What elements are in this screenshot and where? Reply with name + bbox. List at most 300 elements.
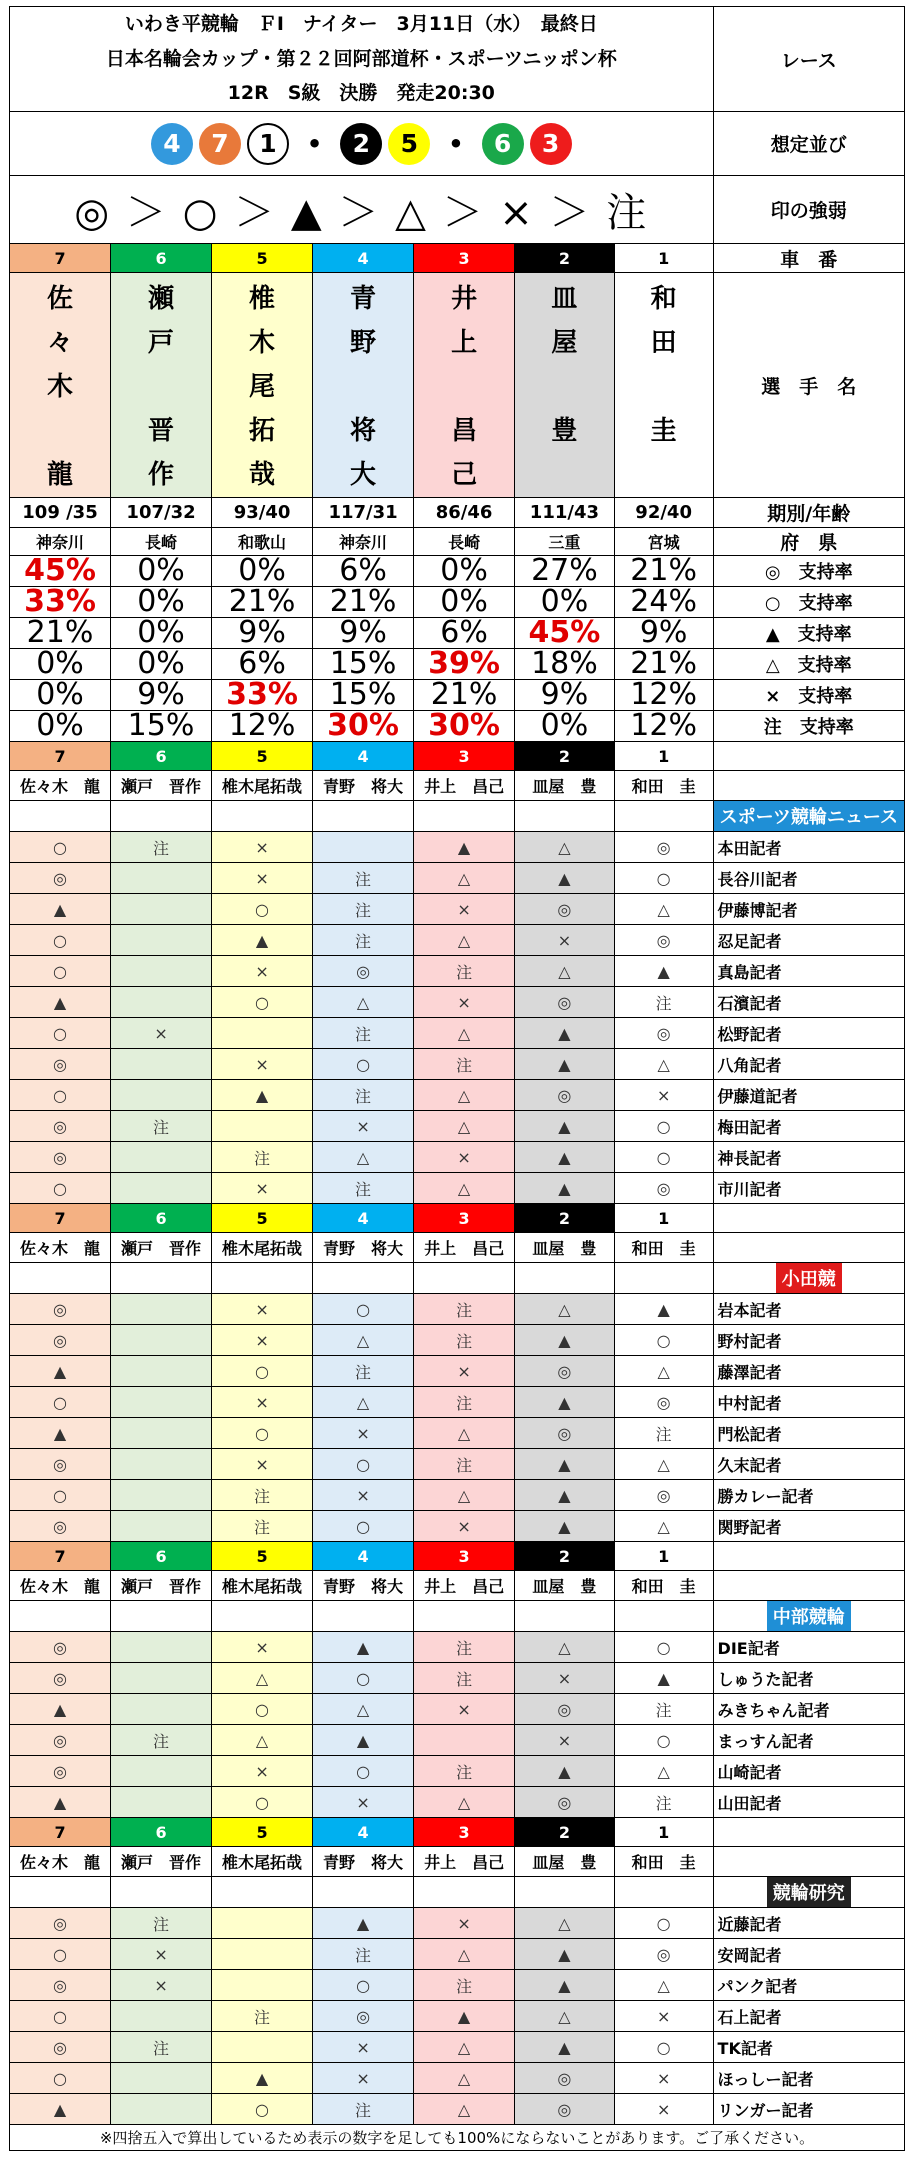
publisher-logo [713, 1601, 904, 1632]
prediction-mark: 注 [111, 1111, 212, 1142]
rider-name-char: 井 [451, 284, 478, 314]
reporter-name: 松野記者 [713, 1018, 904, 1049]
lineup-separator: • [306, 129, 323, 158]
section-rider-name: 井上 昌己 [414, 771, 515, 801]
prediction-mark: ▲ [515, 1387, 615, 1418]
rider-name-char: 豊 [551, 416, 578, 446]
prediction-mark: ◎ [10, 1511, 111, 1542]
reporter-name: みきちゃん記者 [713, 1694, 904, 1725]
support-rate: 45% [515, 618, 615, 649]
prediction-mark: ◎ [10, 1449, 111, 1480]
publisher-logo-text: 小田競 [776, 1263, 842, 1293]
reporter-name: 野村記者 [713, 1325, 904, 1356]
period-age-6: 107/32 [111, 498, 212, 528]
section-rider-name: 井上 昌己 [414, 1847, 515, 1877]
prediction-mark: × [313, 1787, 414, 1818]
prediction-mark: ▲ [212, 1080, 313, 1111]
prediction-mark: △ [212, 1725, 313, 1756]
section-blank [713, 771, 904, 801]
header-line1: いわき平競輪 ＦⅠ ナイター 3月11日（水） 最終日 [10, 7, 714, 42]
section-rider-name: 皿屋 豊 [515, 771, 615, 801]
prediction-mark [111, 2094, 212, 2125]
prediction-mark: 注 [414, 1325, 515, 1356]
section-rider-name: 瀬戸 晋作 [111, 1571, 212, 1601]
prefecture-4: 神奈川 [313, 528, 414, 556]
support-rate: 0% [10, 649, 111, 680]
support-rate: 0% [414, 556, 515, 587]
section-rider-name: 皿屋 豊 [515, 1571, 615, 1601]
publisher-logo [713, 801, 904, 832]
section-spacer [313, 1263, 414, 1294]
section-rider-name: 皿屋 豊 [515, 1847, 615, 1877]
prediction-mark [111, 1080, 212, 1111]
prediction-mark: ▲ [10, 2094, 111, 2125]
prediction-mark: ▲ [10, 987, 111, 1018]
section-car-car-7: 7 [10, 1204, 111, 1233]
prediction-mark [212, 2032, 313, 2063]
section-spacer [313, 801, 414, 832]
reporter-name: 安岡記者 [713, 1939, 904, 1970]
support-rate: 18% [515, 649, 615, 680]
header-line2: 日本名輪会カップ・第２２回阿部道杯・スポーツニッポン杯 [10, 42, 714, 77]
car-number-car-3: 3 [414, 244, 515, 273]
prediction-mark: ◎ [10, 1663, 111, 1694]
prediction-mark: ○ [614, 1908, 713, 1939]
prediction-mark: △ [414, 1418, 515, 1449]
prediction-mark: ○ [212, 1787, 313, 1818]
lineup-separator: • [448, 129, 464, 158]
section-rider-name: 佐々木 龍 [10, 771, 111, 801]
prediction-mark: 注 [313, 1080, 414, 1111]
prediction-mark: 注 [313, 2094, 414, 2125]
section-spacer [414, 801, 515, 832]
car-number-label: 車 番 [713, 244, 904, 273]
section-rider-name: 和田 圭 [614, 1233, 713, 1263]
prediction-mark: △ [313, 1142, 414, 1173]
lineup-car-2: 2 [340, 123, 382, 165]
rider-name-char: 圭 [650, 416, 677, 446]
section-rider-name: 井上 昌己 [414, 1571, 515, 1601]
support-rate: 21% [10, 618, 111, 649]
prediction-mark: × [414, 987, 515, 1018]
prediction-mark: 注 [414, 1294, 515, 1325]
prediction-mark: × [212, 1632, 313, 1663]
support-rate: 33% [212, 680, 313, 711]
prediction-mark: ◎ [10, 1756, 111, 1787]
prediction-mark: × [313, 1418, 414, 1449]
prediction-mark: △ [614, 1449, 713, 1480]
section-car-car-1: 1 [614, 1818, 713, 1847]
prediction-mark: ◎ [614, 832, 713, 863]
section-spacer [313, 1601, 414, 1632]
section-spacer [614, 1601, 713, 1632]
prediction-mark: × [614, 1080, 713, 1111]
prediction-mark: × [212, 1049, 313, 1080]
support-rate: 0% [515, 711, 615, 742]
section-rider-name: 和田 圭 [614, 1571, 713, 1601]
support-rate: 15% [313, 680, 414, 711]
prediction-mark: × [212, 1756, 313, 1787]
rider-name-2 [515, 273, 615, 498]
prediction-mark: × [414, 1908, 515, 1939]
rider-name-char: 々 [47, 328, 74, 358]
section-rider-name: 青野 将大 [313, 1571, 414, 1601]
prediction-mark: ◎ [614, 925, 713, 956]
prediction-mark [212, 1111, 313, 1142]
support-rate: 15% [313, 649, 414, 680]
prediction-mark: ◎ [10, 1970, 111, 2001]
section-car-car-6: 6 [111, 1818, 212, 1847]
prediction-mark: × [515, 1663, 615, 1694]
rider-name-char: 佐 [47, 284, 74, 314]
prediction-mark: △ [515, 1908, 615, 1939]
prediction-mark: ◎ [10, 1111, 111, 1142]
footnote: ※四捨五入で算出しているため表示の数字を足しても100%にならないことがあります。ご了承ください。 [10, 2125, 905, 2151]
prediction-mark: △ [614, 1756, 713, 1787]
prediction-mark: 注 [614, 1694, 713, 1725]
period-age-1: 92/40 [614, 498, 713, 528]
prediction-mark: ◎ [10, 1632, 111, 1663]
prediction-mark: 注 [313, 1939, 414, 1970]
prediction-mark: ◎ [515, 2094, 615, 2125]
prediction-mark: △ [614, 1049, 713, 1080]
section-car-car-5: 5 [212, 1204, 313, 1233]
prediction-mark: △ [414, 863, 515, 894]
section-car-car-6: 6 [111, 742, 212, 771]
section-rider-name: 和田 圭 [614, 1847, 713, 1877]
reporter-name: 石濱記者 [713, 987, 904, 1018]
prediction-mark: × [313, 2063, 414, 2094]
section-spacer [414, 1263, 515, 1294]
prediction-mark: 注 [111, 832, 212, 863]
rider-name-label: 選 手 名 [713, 273, 904, 498]
prediction-mark [111, 1356, 212, 1387]
rider-name-char: 上 [451, 328, 478, 358]
section-blank [713, 1847, 904, 1877]
prediction-mark: ▲ [614, 1663, 713, 1694]
prediction-mark: ○ [10, 832, 111, 863]
rider-name-char: 哉 [249, 460, 276, 490]
prediction-mark: ◎ [313, 2001, 414, 2032]
section-rider-name: 椎木尾拓哉 [212, 771, 313, 801]
prediction-mark [111, 1756, 212, 1787]
lineup [10, 112, 714, 176]
reporter-name: 梅田記者 [713, 1111, 904, 1142]
support-rate: 0% [212, 556, 313, 587]
reporter-name: パンク記者 [713, 1970, 904, 2001]
section-car-car-4: 4 [313, 1818, 414, 1847]
prediction-mark: 注 [414, 1049, 515, 1080]
prediction-mark: ○ [614, 1632, 713, 1663]
section-car-car-4: 4 [313, 1542, 414, 1571]
reporter-name: 岩本記者 [713, 1294, 904, 1325]
support-rate: 21% [212, 587, 313, 618]
prediction-mark: △ [515, 1294, 615, 1325]
rate-label: 注 支持率 [713, 711, 904, 742]
prediction-mark: ▲ [515, 2032, 615, 2063]
prediction-mark: ○ [614, 863, 713, 894]
rider-name-char: 皿 [551, 284, 578, 314]
section-rider-name: 皿屋 豊 [515, 1233, 615, 1263]
reporter-name: しゅうた記者 [713, 1663, 904, 1694]
rider-name-char: 木 [47, 372, 74, 402]
reporter-name: 神長記者 [713, 1142, 904, 1173]
prediction-mark: ◎ [10, 2032, 111, 2063]
support-rate: 9% [515, 680, 615, 711]
support-rate: 6% [414, 618, 515, 649]
prediction-mark: ○ [10, 1387, 111, 1418]
prefecture-5: 和歌山 [212, 528, 313, 556]
reporter-name: ほっしー記者 [713, 2063, 904, 2094]
reporter-name: 忍足記者 [713, 925, 904, 956]
prediction-mark: △ [414, 2032, 515, 2063]
section-car-car-7: 7 [10, 1818, 111, 1847]
prediction-mark: △ [515, 1632, 615, 1663]
support-rate: 9% [212, 618, 313, 649]
prediction-mark: × [111, 1018, 212, 1049]
prediction-mark: ▲ [212, 2063, 313, 2094]
lineup-car-4: 4 [151, 123, 193, 165]
prediction-mark: ▲ [414, 2001, 515, 2032]
prediction-mark [414, 1725, 515, 1756]
rate-label: ▲ 支持率 [713, 618, 904, 649]
rider-name-char: 瀬 [148, 284, 175, 314]
prediction-mark: × [414, 1142, 515, 1173]
support-rate: 6% [313, 556, 414, 587]
prediction-mark: △ [313, 1325, 414, 1356]
prediction-mark: 注 [111, 2032, 212, 2063]
prediction-mark: ○ [10, 1080, 111, 1111]
prediction-mark: △ [414, 925, 515, 956]
rider-name-6 [111, 273, 212, 498]
rider-name-char: 屋 [551, 328, 578, 358]
prediction-mark: ▲ [515, 1970, 615, 2001]
reporter-name: 中村記者 [713, 1387, 904, 1418]
car-number-car-7: 7 [10, 244, 111, 273]
prefecture-7: 神奈川 [10, 528, 111, 556]
lineup-car-6: 6 [482, 123, 524, 165]
rate-label: × 支持率 [713, 680, 904, 711]
prediction-mark: ○ [313, 1049, 414, 1080]
prediction-mark: 注 [614, 1787, 713, 1818]
prediction-mark: ▲ [313, 1908, 414, 1939]
prediction-mark: ◎ [313, 956, 414, 987]
prediction-mark [111, 1632, 212, 1663]
prediction-mark: × [414, 1511, 515, 1542]
prediction-mark: × [212, 1173, 313, 1204]
prediction-mark [111, 1173, 212, 1204]
prediction-mark [212, 1018, 313, 1049]
section-car-car-3: 3 [414, 1204, 515, 1233]
support-rate: 33% [10, 587, 111, 618]
support-rate: 9% [111, 680, 212, 711]
rider-name-3 [414, 273, 515, 498]
prediction-mark: ◎ [515, 1787, 615, 1818]
lineup-label: 想定並び [713, 112, 904, 176]
prediction-mark: 注 [212, 2001, 313, 2032]
reporter-name: 長谷川記者 [713, 863, 904, 894]
section-spacer [111, 1877, 212, 1908]
prediction-mark: ◎ [515, 2063, 615, 2094]
prediction-mark: 注 [414, 1756, 515, 1787]
prediction-mark: ◎ [515, 894, 615, 925]
prediction-mark: ◎ [614, 1480, 713, 1511]
prediction-mark: ◎ [515, 1694, 615, 1725]
prediction-mark: ▲ [313, 1632, 414, 1663]
header-line3: 12R S級 決勝 発走20:30 [10, 77, 714, 112]
prediction-mark: × [313, 1480, 414, 1511]
prediction-mark: ▲ [515, 863, 615, 894]
prediction-mark [111, 925, 212, 956]
prediction-mark: 注 [414, 956, 515, 987]
prediction-mark: △ [414, 2063, 515, 2094]
prediction-mark: ◎ [614, 1173, 713, 1204]
section-spacer [414, 1877, 515, 1908]
section-rider-name: 瀬戸 晋作 [111, 1233, 212, 1263]
lineup-car-7: 7 [199, 123, 241, 165]
publisher-logo-text: 競輪研究 [767, 1877, 851, 1907]
rider-name-char: 戸 [148, 328, 175, 358]
prediction-mark: ▲ [212, 925, 313, 956]
prediction-mark: ○ [614, 1142, 713, 1173]
period-age-2: 111/43 [515, 498, 615, 528]
support-rate: 27% [515, 556, 615, 587]
rate-label: ○ 支持率 [713, 587, 904, 618]
reporter-name: 関野記者 [713, 1511, 904, 1542]
prediction-mark: 注 [313, 1356, 414, 1387]
support-rate: 39% [414, 649, 515, 680]
section-spacer [10, 1263, 111, 1294]
rider-name-char: 将 [350, 416, 377, 446]
support-rate: 0% [515, 587, 615, 618]
support-rate: 12% [614, 680, 713, 711]
support-rate: 12% [212, 711, 313, 742]
support-rate: 21% [614, 649, 713, 680]
prediction-mark [111, 1694, 212, 1725]
section-car-car-3: 3 [414, 1542, 515, 1571]
prediction-mark: ○ [10, 1018, 111, 1049]
prediction-mark: 注 [414, 1449, 515, 1480]
prediction-mark: ○ [10, 1480, 111, 1511]
prediction-mark: ○ [10, 956, 111, 987]
prediction-mark: △ [515, 832, 615, 863]
lineup-car-3: 3 [530, 123, 572, 165]
rider-name-char: 田 [650, 328, 677, 358]
rider-name-char: 大 [350, 460, 377, 490]
section-spacer [212, 1601, 313, 1632]
prediction-mark: ○ [212, 894, 313, 925]
rider-name-1 [614, 273, 713, 498]
rider-name-char: 龍 [47, 460, 74, 490]
prediction-mark: 注 [212, 1511, 313, 1542]
section-car-car-2: 2 [515, 1818, 615, 1847]
prediction-mark: × [212, 1294, 313, 1325]
section-blank [713, 1204, 904, 1233]
reporter-name: DIE記者 [713, 1632, 904, 1663]
prediction-mark: ▲ [313, 1725, 414, 1756]
prediction-mark: ○ [614, 2032, 713, 2063]
section-car-car-5: 5 [212, 1818, 313, 1847]
reporter-name: 八角記者 [713, 1049, 904, 1080]
section-blank [713, 1818, 904, 1847]
support-rate: 0% [111, 618, 212, 649]
prediction-mark [212, 1939, 313, 1970]
prediction-mark: ▲ [515, 1173, 615, 1204]
prediction-mark: ○ [313, 1756, 414, 1787]
prediction-mark: ◎ [10, 1142, 111, 1173]
reporter-name: 伊藤博記者 [713, 894, 904, 925]
section-spacer [414, 1601, 515, 1632]
prediction-mark: ▲ [515, 1756, 615, 1787]
section-car-car-2: 2 [515, 1542, 615, 1571]
period-age-5: 93/40 [212, 498, 313, 528]
prediction-mark: × [212, 1325, 313, 1356]
rider-name-char: 作 [148, 460, 175, 490]
section-spacer [10, 1877, 111, 1908]
prediction-mark [111, 1480, 212, 1511]
reporter-name: 石上記者 [713, 2001, 904, 2032]
prediction-mark: ▲ [515, 1325, 615, 1356]
section-spacer [111, 1263, 212, 1294]
section-rider-name: 瀬戸 晋作 [111, 1847, 212, 1877]
rider-name-char: 昌 [451, 416, 478, 446]
prediction-mark: ○ [614, 1725, 713, 1756]
support-rate: 0% [111, 556, 212, 587]
prediction-mark: ○ [10, 2063, 111, 2094]
prediction-mark: × [414, 1694, 515, 1725]
prediction-mark: △ [212, 1663, 313, 1694]
prediction-mark: × [515, 925, 615, 956]
rider-name-char: 晋 [148, 416, 175, 446]
section-rider-name: 椎木尾拓哉 [212, 1233, 313, 1263]
reporter-name: 山崎記者 [713, 1756, 904, 1787]
prediction-mark: ◎ [10, 1049, 111, 1080]
section-spacer [111, 801, 212, 832]
prediction-mark: △ [313, 987, 414, 1018]
section-blank [713, 1542, 904, 1571]
section-car-car-4: 4 [313, 742, 414, 771]
prediction-mark [111, 1387, 212, 1418]
section-blank [713, 742, 904, 771]
car-number-car-2: 2 [515, 244, 615, 273]
section-car-car-1: 1 [614, 1204, 713, 1233]
prediction-mark: × [212, 1387, 313, 1418]
prediction-mark: ○ [313, 1970, 414, 2001]
race-label: レース [713, 7, 904, 112]
prediction-mark: 注 [414, 1387, 515, 1418]
prediction-mark: ▲ [515, 1142, 615, 1173]
support-rate: 0% [111, 649, 212, 680]
rate-label: ◎ 支持率 [713, 556, 904, 587]
section-rider-name: 青野 将大 [313, 1233, 414, 1263]
section-car-car-2: 2 [515, 1204, 615, 1233]
prediction-mark: 注 [614, 987, 713, 1018]
support-rate: 12% [614, 711, 713, 742]
reporter-name: TK記者 [713, 2032, 904, 2063]
prediction-mark: ◎ [614, 1018, 713, 1049]
prediction-mark: ◎ [10, 1725, 111, 1756]
prediction-mark: × [111, 1939, 212, 1970]
prediction-mark: △ [515, 956, 615, 987]
prediction-mark: × [313, 1111, 414, 1142]
prediction-mark: ◎ [515, 1418, 615, 1449]
prediction-mark: ▲ [515, 1018, 615, 1049]
prediction-mark: ▲ [414, 832, 515, 863]
rider-name-char: 野 [350, 328, 377, 358]
prediction-mark: ○ [614, 1111, 713, 1142]
prediction-mark: △ [414, 1080, 515, 1111]
prediction-mark: ○ [10, 2001, 111, 2032]
